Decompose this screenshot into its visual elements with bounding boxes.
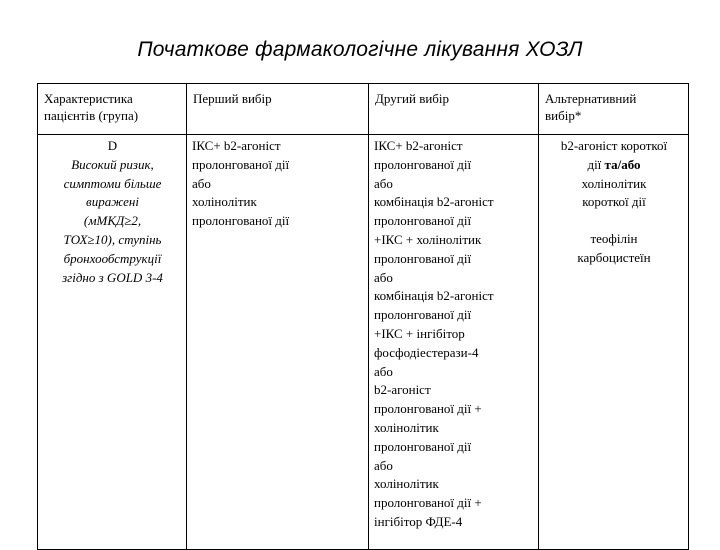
- text-line: комбінація b2-агоніст: [374, 288, 494, 304]
- text-line: холінолітик: [581, 175, 647, 191]
- first-choice-text: [192, 137, 364, 231]
- text-line: згідно з GOLD 3-4: [62, 269, 163, 285]
- text-line: ІКС+ b2-агоніст: [192, 138, 281, 153]
- text-line: або: [374, 457, 393, 473]
- table-header-row: [38, 84, 689, 135]
- text-line: холінолітик: [374, 476, 439, 492]
- spacer: [544, 212, 684, 230]
- alternative-text: дії: [587, 156, 605, 172]
- text-line: карбоцистеїн: [577, 249, 651, 265]
- text-line: пролонгованої дії: [192, 213, 290, 229]
- cell-patient-group: [38, 135, 187, 550]
- text-line: або: [374, 175, 393, 191]
- text-line: комбінація b2-агоніст: [374, 194, 494, 210]
- header-line: Перший вибір: [193, 91, 272, 106]
- text-line: пролонгованої дії: [192, 156, 290, 172]
- header-line: Альтернативний: [545, 91, 637, 106]
- text-line: пролонгованої дії: [374, 156, 472, 172]
- text-line: холінолітик: [374, 419, 439, 435]
- table-row: [38, 135, 689, 550]
- text-line: холінолітик: [192, 194, 257, 210]
- text-line: пролонгованої дії: [374, 213, 472, 229]
- text-line: бронхообструкції: [63, 250, 162, 266]
- text-line: пролонгованої дії +: [374, 495, 482, 511]
- text-line: +ІКС + інгібітор: [374, 325, 465, 341]
- text-line: (мМКД≥2,: [83, 213, 142, 229]
- alternative-after-gap: [544, 230, 684, 268]
- text-line: пролонгованої дії: [374, 250, 472, 266]
- alternative-connector: та/або: [604, 156, 641, 172]
- text-line: теофілін: [590, 231, 638, 247]
- alternative-top: [544, 137, 684, 156]
- header-line: Другий вибір: [375, 91, 450, 106]
- group-name: D: [107, 138, 118, 153]
- header-line: Характеристика: [44, 91, 133, 106]
- text-line: ТОХ≥10), ступінь: [63, 231, 162, 247]
- text-line: +ІКС + холінолітик: [374, 231, 482, 247]
- text-line: пролонгованої дії: [374, 438, 472, 454]
- cell-first-choice: [187, 135, 369, 550]
- header-line: пацієнтів (група): [44, 108, 139, 123]
- cell-alternative-choice: [539, 135, 689, 550]
- text-line: інгібітор ФДЕ-4: [374, 513, 463, 529]
- header-line: вибір*: [545, 108, 582, 123]
- text-line: Високий ризик,: [71, 156, 154, 172]
- header-patient-characteristics: [38, 84, 187, 135]
- text-line: виражені: [86, 194, 139, 210]
- page-title: Початкове фармакологічне лікування ХОЗЛ: [137, 38, 583, 61]
- text-line: фосфодіестерази-4: [374, 344, 479, 360]
- text-line: b2-агоніст короткої: [560, 138, 668, 153]
- text-line: симптоми більше: [63, 175, 162, 191]
- text-line: короткої дії: [582, 194, 646, 210]
- text-line: пролонгованої дії: [374, 307, 472, 323]
- text-line: пролонгованої дії +: [374, 401, 482, 417]
- text-line: або: [374, 269, 393, 285]
- cell-second-choice: [369, 135, 539, 550]
- text-line: b2-агоніст: [374, 382, 431, 398]
- text-line: або: [374, 363, 393, 379]
- header-alternative-choice: [539, 84, 689, 135]
- group-description: [43, 156, 182, 288]
- header-second-choice: [369, 84, 539, 135]
- second-choice-text: [374, 137, 534, 532]
- text-line: або: [192, 175, 211, 191]
- alternative-line: [544, 156, 684, 175]
- alternative-bottom: [544, 175, 684, 213]
- text-line: ІКС+ b2-агоніст: [374, 138, 463, 153]
- header-first-choice: [187, 84, 369, 135]
- treatment-table: [37, 83, 689, 550]
